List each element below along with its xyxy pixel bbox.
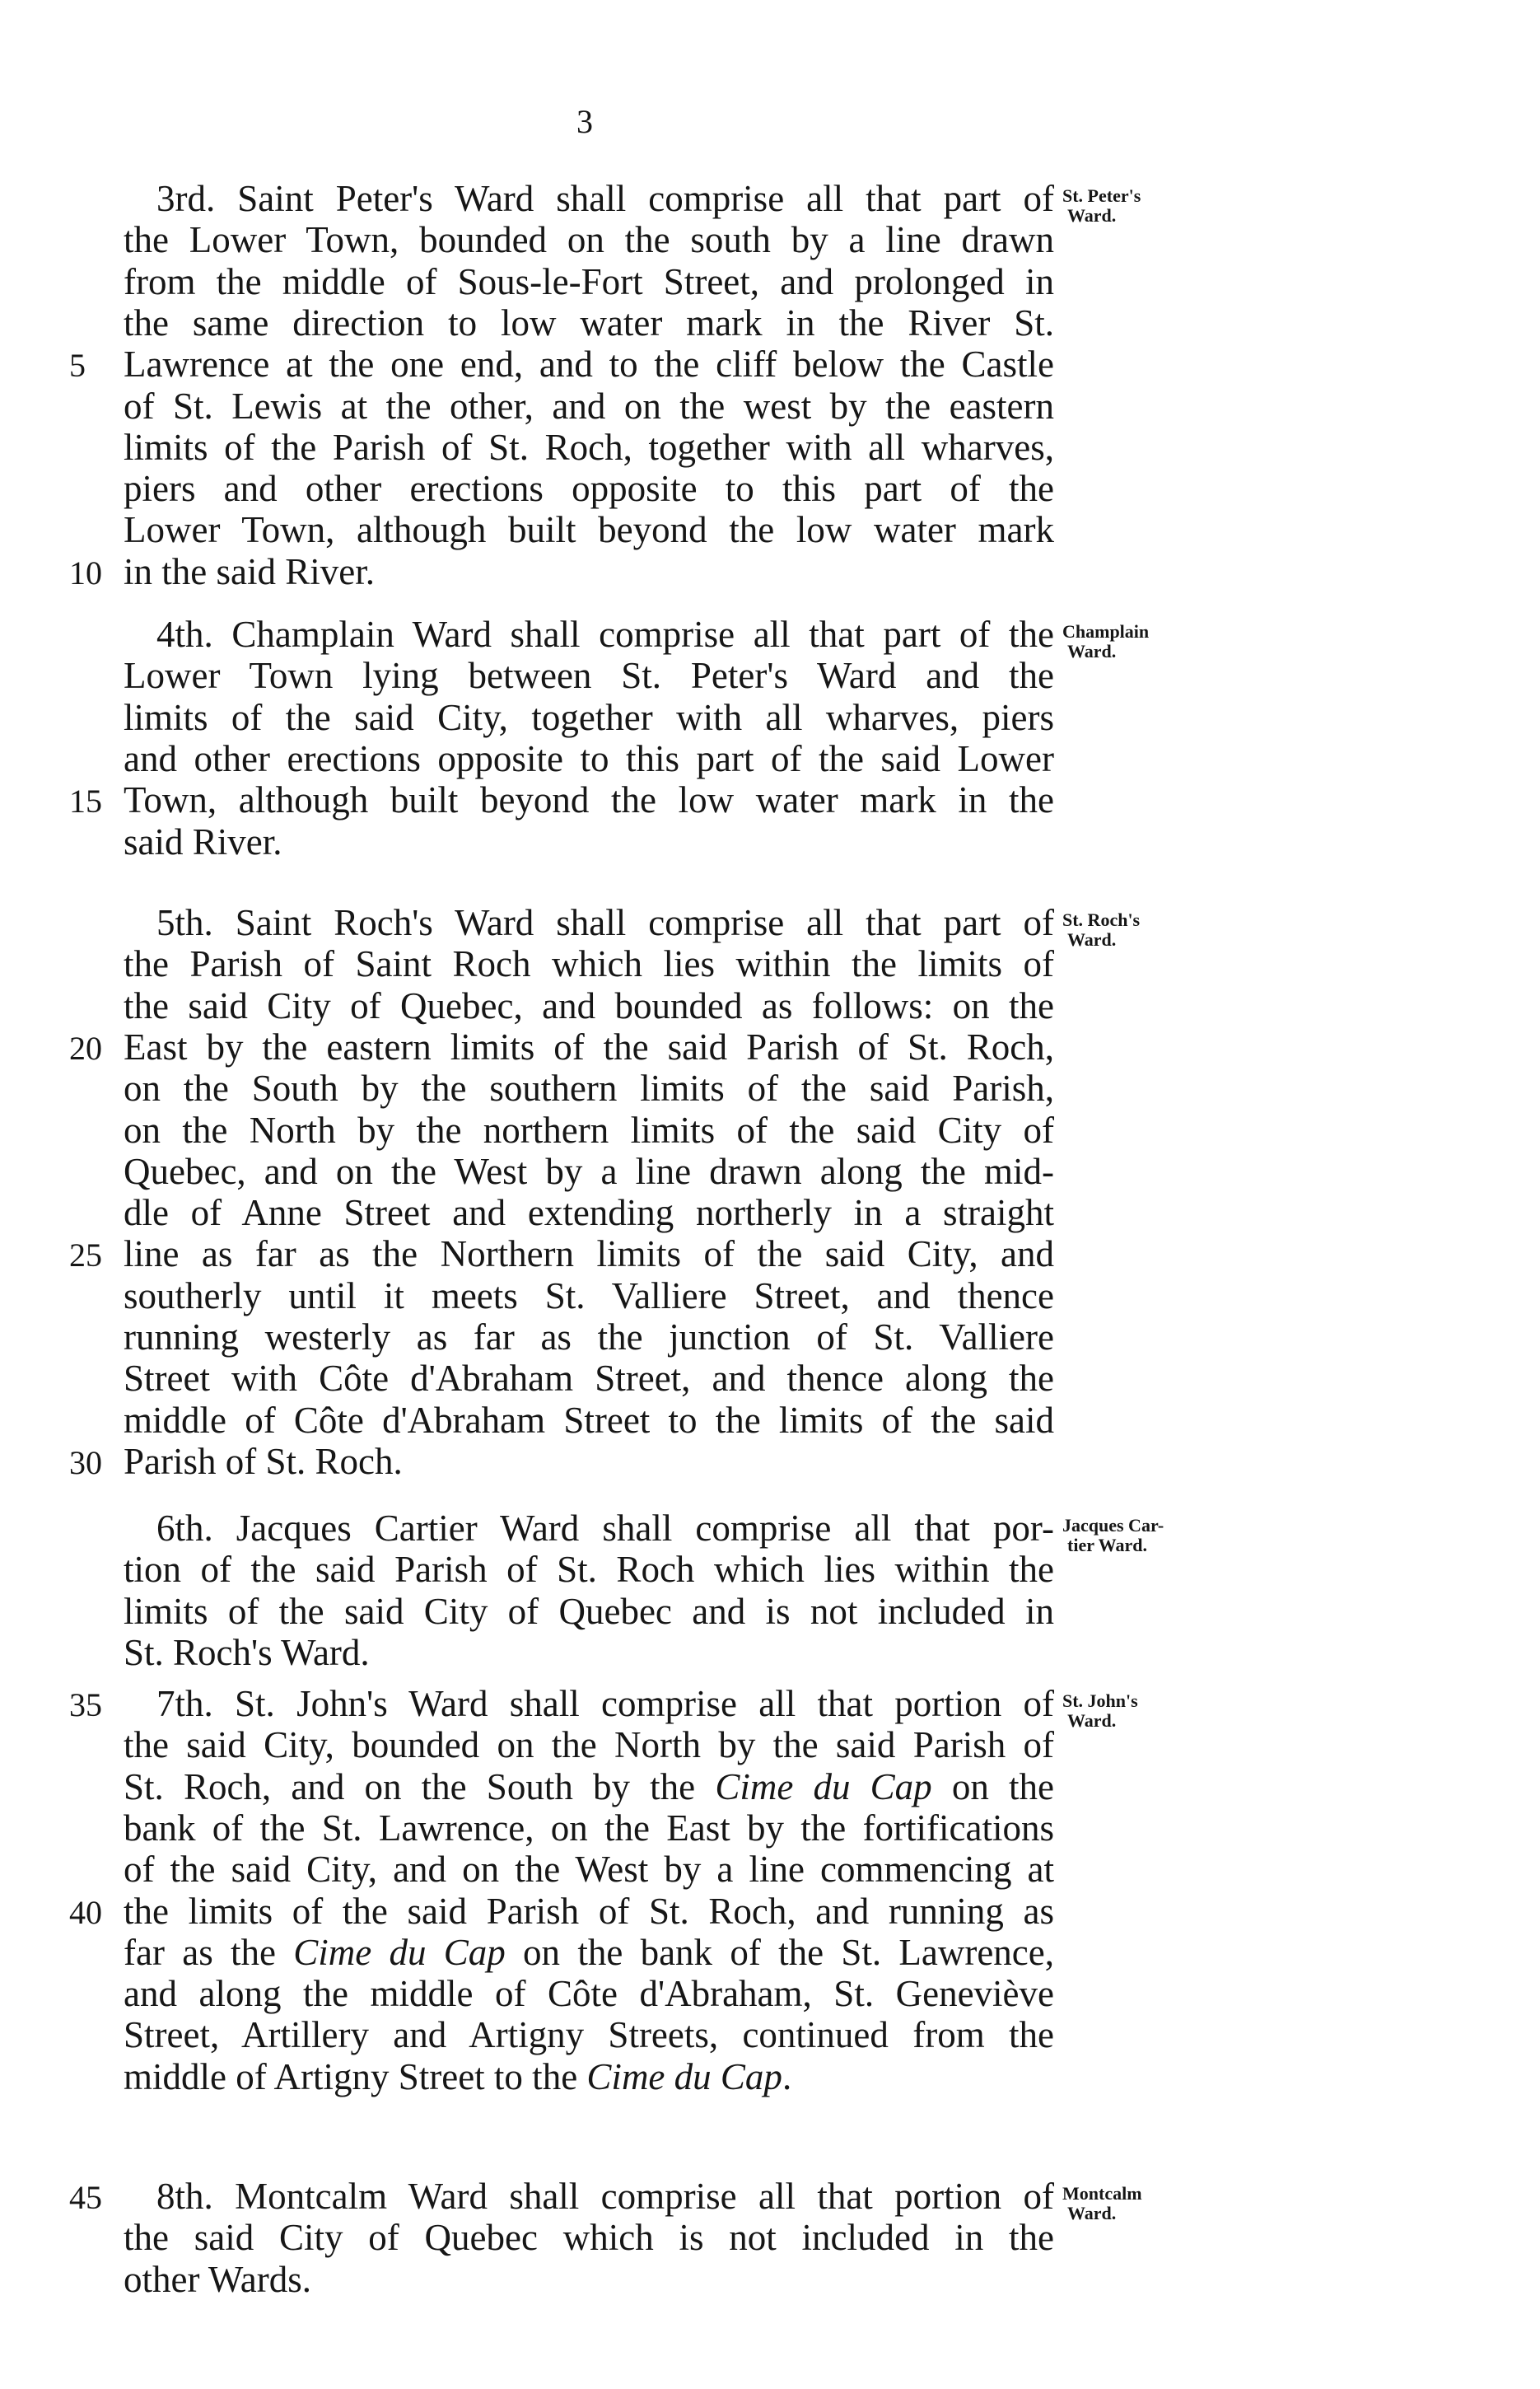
text-line: far as the Cime du Cap on the bank of the St. Lawrence, — [124, 1931, 1054, 1973]
text-line: middle of Artigny Street to the Cime du Cap. — [124, 2055, 792, 2097]
margin-note — [1062, 1516, 1164, 1555]
text-line: other Wards. — [124, 2258, 311, 2300]
text-line: the Lower Town, bounded on the south by a line drawn — [124, 219, 1054, 261]
text-line: of St. Lewis at the other, and on the west by the eastern — [124, 385, 1054, 427]
text-line: 7th. St. John's Ward shall comprise all that portion of — [156, 1683, 1054, 1724]
text-line: 4th. Champlain Ward shall comprise all that part of the — [156, 614, 1054, 655]
text-line: the said City of Quebec, and bounded as follows: on the — [124, 984, 1054, 1026]
margin-note-line: Ward. — [1067, 205, 1117, 226]
text-line: the same direction to low water mark in the River St. — [124, 302, 1054, 344]
line-number: 15 — [69, 783, 102, 820]
text-line: bank of the St. Lawrence, on the East by the fortifications — [124, 1807, 1054, 1849]
text-line: East by the eastern limits of the said Parish of St. Roch, — [124, 1026, 1054, 1068]
text-line: and along the middle of Côte d'Abraham, St. Geneviève — [124, 1973, 1054, 2015]
margin-note-line: Jacques Car- — [1062, 1515, 1164, 1536]
text-line: Lower Town, although built beyond the low water mark — [124, 509, 1054, 551]
text-line: running westerly as far as the junction of St. Valliere — [124, 1316, 1054, 1358]
line-number: 30 — [69, 1443, 102, 1481]
text-line: 3rd. Saint Peter's Ward shall comprise all that part of — [156, 178, 1054, 219]
margin-note — [1062, 1691, 1138, 1731]
margin-note — [1062, 910, 1140, 950]
line-number: 20 — [69, 1029, 102, 1067]
text-line: Street, Artillery and Artigny Streets, continued from the — [124, 2014, 1054, 2056]
line-number: 40 — [69, 1893, 102, 1931]
margin-note-line: Ward. — [1067, 2203, 1117, 2223]
text-line: piers and other erections opposite to this part of the — [124, 468, 1054, 510]
text-line: of the said City, and on the West by a line commencing at — [124, 1849, 1054, 1891]
margin-note-line: Ward. — [1067, 929, 1117, 950]
page-number: 3 — [576, 103, 593, 140]
text-line: the limits of the said Parish of St. Roch, and running as — [124, 1890, 1054, 1932]
text-line: the said City of Quebec which is not included in the — [124, 2217, 1054, 2259]
text-line: Quebec, and on the West by a line drawn along the mid- — [124, 1150, 1054, 1192]
text-line: St. Roch's Ward. — [124, 1631, 370, 1673]
margin-note-line: Champlain — [1062, 621, 1150, 642]
text-line: Parish of St. Roch. — [124, 1440, 403, 1482]
text-line: Town, although built beyond the low water mark in the — [124, 779, 1054, 821]
text-line: southerly until it meets St. Valliere Street, and thence — [124, 1274, 1054, 1316]
text-line: Lawrence at the one end, and to the cliff below the Castle — [124, 344, 1054, 386]
text-line: in the said River. — [124, 550, 375, 592]
margin-note — [1062, 186, 1141, 226]
text-line: from the middle of Sous-le-Fort Street, and prolonged in — [124, 260, 1054, 302]
text-line: on the North by the northern limits of the said City of — [124, 1109, 1054, 1151]
margin-note-line: St. John's — [1062, 1690, 1138, 1711]
margin-note-line: tier Ward. — [1067, 1535, 1147, 1555]
line-number: 5 — [69, 347, 86, 385]
text-line: Street with Côte d'Abraham Street, and thence along the — [124, 1358, 1054, 1400]
margin-note — [1062, 2184, 1142, 2223]
text-line: 6th. Jacques Cartier Ward shall comprise all that por- — [156, 1508, 1054, 1549]
text-line: limits of the Parish of St. Roch, together with all wharves, — [124, 426, 1054, 468]
text-line: the Parish of Saint Roch which lies within the limits of — [124, 943, 1054, 985]
text-line: 5th. Saint Roch's Ward shall comprise all that part of — [156, 902, 1054, 943]
text-line: and other erections opposite to this part of the said Lower — [124, 737, 1054, 779]
line-number: 45 — [69, 2179, 102, 2216]
margin-note-line: Montcalm — [1062, 2183, 1142, 2204]
text-line: St. Roch, and on the South by the Cime du Cap on the — [124, 1765, 1054, 1807]
margin-note-line: Ward. — [1067, 641, 1117, 662]
margin-note-line: St. Roch's — [1062, 909, 1141, 930]
text-line: on the South by the southern limits of the said Parish, — [124, 1068, 1054, 1110]
text-line: limits of the said City, together with all wharves, piers — [124, 696, 1054, 738]
text-line: dle of Anne Street and extending northerly in a straight — [124, 1192, 1054, 1234]
line-number: 10 — [69, 554, 102, 591]
margin-note-line: Ward. — [1067, 1710, 1117, 1731]
text-line: middle of Côte d'Abraham Street to the limits of the said — [124, 1399, 1054, 1441]
line-number: 25 — [69, 1237, 102, 1274]
text-line: line as far as the Northern limits of the said City, and — [124, 1233, 1054, 1275]
text-line: 8th. Montcalm Ward shall comprise all that portion of — [156, 2176, 1054, 2217]
text-line: limits of the said City of Quebec and is not included in — [124, 1590, 1054, 1632]
margin-note-line: St. Peter's — [1062, 185, 1141, 206]
margin-note — [1062, 622, 1149, 662]
text-line: the said City, bounded on the North by the said Parish of — [124, 1724, 1054, 1766]
text-line: said River. — [124, 820, 282, 863]
line-number: 35 — [69, 1686, 102, 1723]
text-line: Lower Town lying between St. Peter's Ward and the — [124, 655, 1054, 697]
text-line: tion of the said Parish of St. Roch which lies within the — [124, 1549, 1054, 1591]
